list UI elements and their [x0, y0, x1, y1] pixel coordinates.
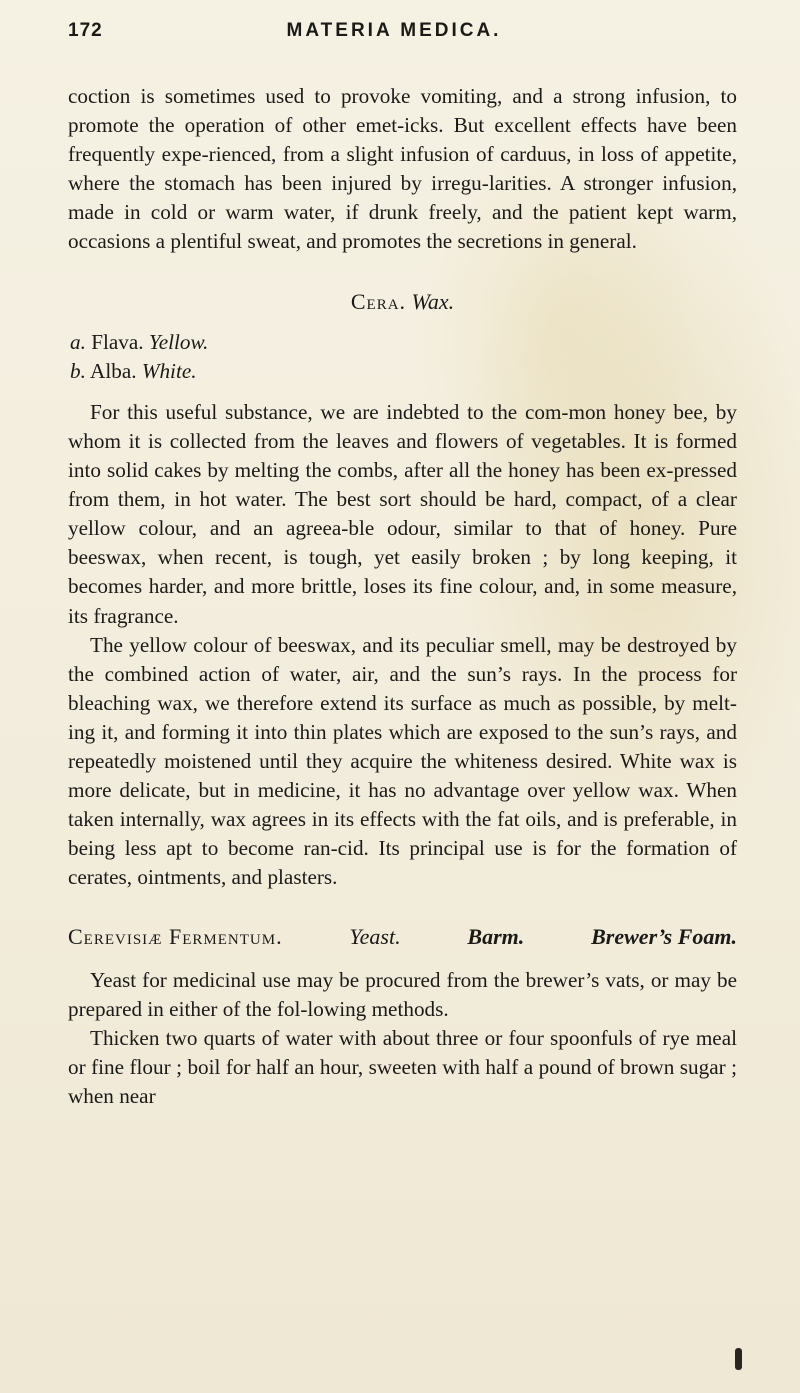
cera-latin-title: Cera. — [350, 288, 407, 314]
running-head: MATERIA MEDICA. — [286, 20, 502, 41]
page-number: 172 — [68, 20, 103, 41]
cera-paragraph-1: For this useful substance, we are indebted to the com-mon honey bee, by whom it is collected from the leaves and flowers of vegetables. It is formed into solid cakes by melting the combs, after all the honey has been ex-pressed from them, in hot water. The best sort should be hard, compact, of a clear yellow colour, and an agreea-ble odour, similar to that of honey. Pure beeswax, when recent, is tough, yet easily broken ; by long keeping, it becomes harder, and more brittle, loses its fine colour, and, in some measure, its fragrance. — [68, 399, 737, 628]
cerevisiae-heading — [68, 922, 737, 951]
ink-blot-mark — [735, 1348, 742, 1370]
page-header — [68, 20, 720, 50]
variety-english: White. — [141, 358, 197, 383]
cerevisiae-name-barm: Barm. — [467, 924, 525, 950]
spacer — [68, 386, 737, 398]
cerevisiae-name-yeast: Yeast. — [349, 924, 401, 950]
cerevisiae-name-brewers-foam: Brewer’s Foam. — [591, 924, 737, 950]
cera-paragraph-2: The yellow colour of beeswax, and its peculiar smell, may be destroyed by the combined action of water, air, and the sun’s rays. In the process for bleaching wax, we therefore extend its surface as much as possible, by melt-ing it, and forming it into thin plates which are exposed to the sun’s rays, and repeatedly moistened until they acquire the whiteness desired. White wax is more delicate, but in medicine, it has no advantage over yellow wax. When taken internally, wax agrees in its effects with the fat oils, and is preferable, in being less apt to become ran-cid. Its principal use is for the formation of cerates, ointments, and plasters. — [68, 632, 737, 890]
page-body — [68, 82, 737, 1111]
variety-flava — [68, 328, 737, 357]
cerevisiae-paragraph-1: Yeast for medicinal use may be procured from the brewer’s vats, or may be prepared in either of the fol-lowing methods. — [68, 967, 737, 1021]
carduus-continuation-paragraph: coction is sometimes used to provoke vomiting, and a strong infusion, to promote the operation of other emet-icks. But excellent effects have been frequently expe-rienced, from a slight infusion of carduus, in loss of appetite, where the stomach has been injured by irregu-larities. A stronger infusion, made in cold or warm water, if drunk freely, and the patient kept warm, occasions a plentiful sweat, and promotes the secretions in general. — [68, 84, 737, 254]
variety-alba — [68, 357, 737, 386]
variety-latin: Alba. — [90, 358, 137, 383]
variety-letter: b. — [70, 358, 86, 383]
cera-heading — [68, 287, 737, 316]
cera-english-title: Wax. — [411, 288, 455, 314]
variety-letter: a. — [70, 329, 86, 354]
variety-english: Yellow. — [148, 329, 209, 354]
variety-latin: Flava. — [91, 329, 144, 354]
cerevisiae-paragraph-2: Thicken two quarts of water with about three or four spoonfuls of rye meal or fine flour ; boil for half an hour, sweeten with half a pound of brown sugar ; when near — [68, 1025, 737, 1108]
cerevisiae-latin-title: Cerevisiæ Fermentum. — [68, 924, 283, 950]
